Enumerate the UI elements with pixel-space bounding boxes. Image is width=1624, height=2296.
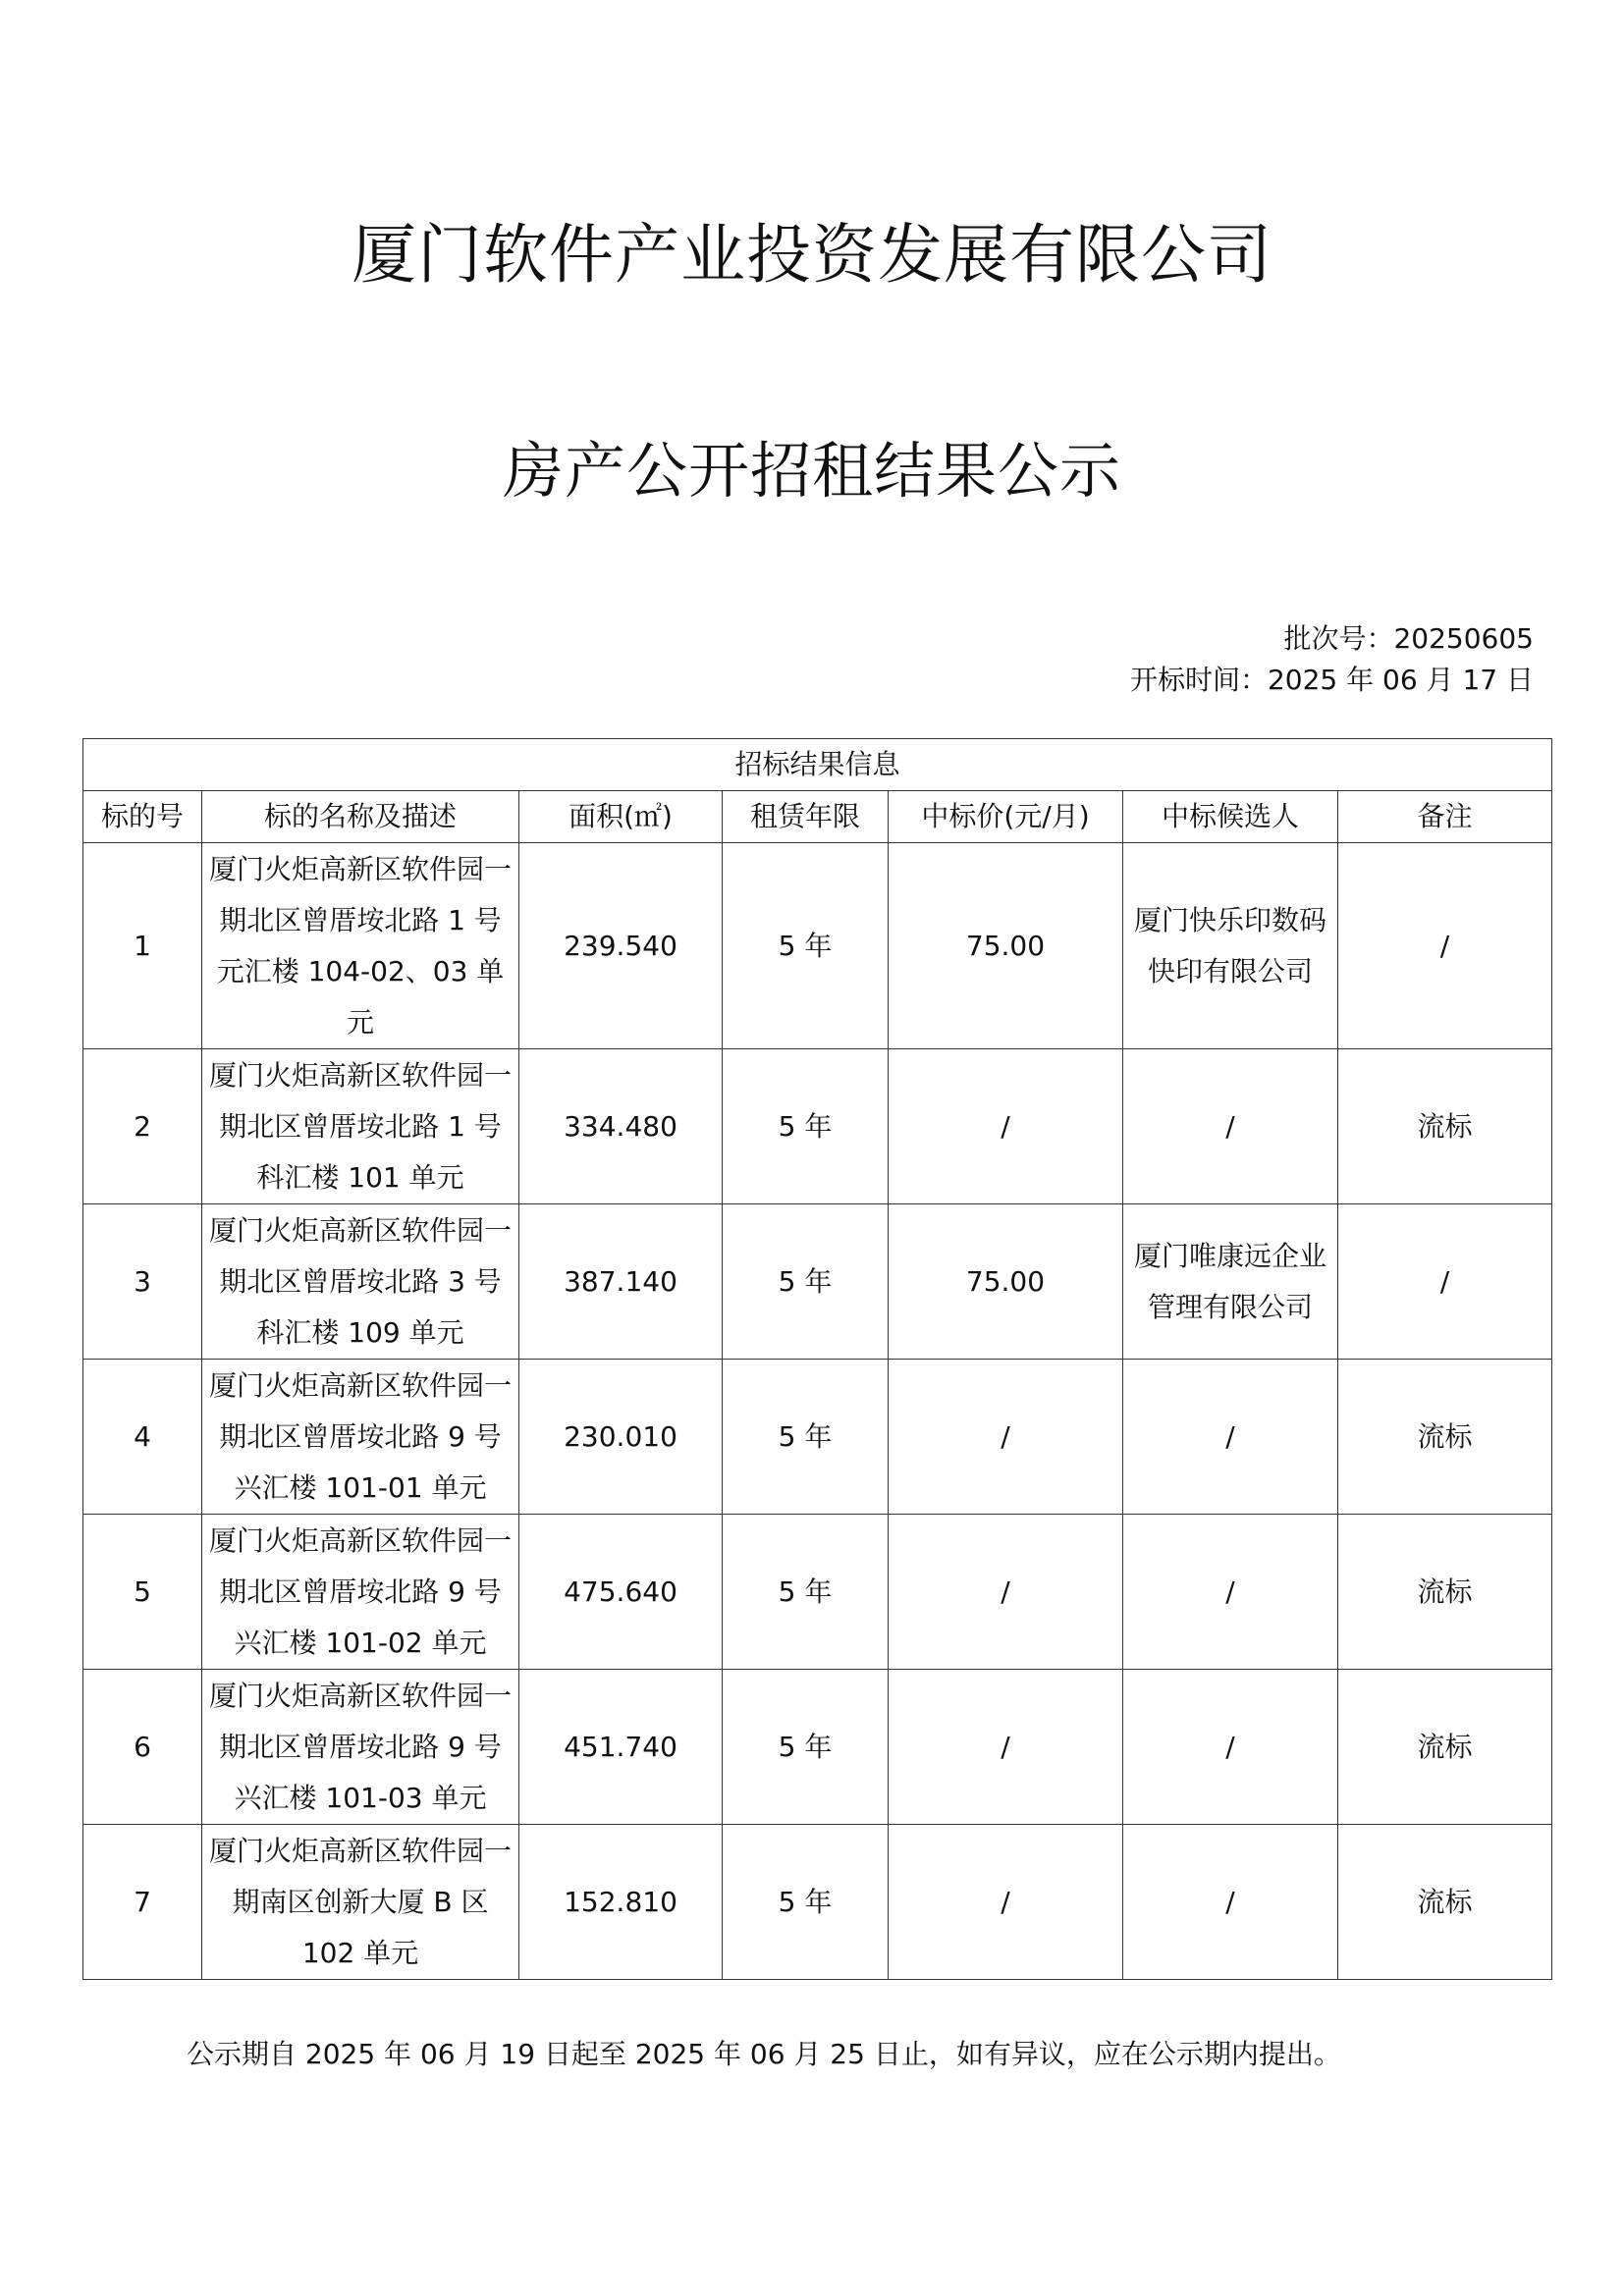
lot-candidate: / [1123,1360,1338,1515]
table-header-row [83,791,1552,843]
bid-opening-time: 开标时间：2025 年 06 月 17 日 [1129,664,1534,696]
lot-candidate: / [1123,1049,1338,1204]
lot-description: 厦门火炬高新区软件园一期北区曾厝垵北路 9 号兴汇楼 101-01 单元 [202,1360,519,1515]
lot-term: 5 年 [723,1670,889,1825]
lot-area: 387.140 [519,1204,723,1360]
lot-note: / [1338,1204,1552,1360]
lot-description: 厦门火炬高新区软件园一期北区曾厝垵北路 1 号元汇楼 104-02、03 单元 [202,843,519,1049]
lot-note: 流标 [1338,1515,1552,1670]
lot-term: 5 年 [723,843,889,1049]
lot-term: 5 年 [723,1515,889,1670]
company-title: 厦门软件产业投资发展有限公司 [352,217,1272,293]
lot-price: / [889,1670,1123,1825]
lot-no: 6 [83,1670,202,1825]
lot-term: 5 年 [723,1204,889,1360]
lot-price: 75.00 [889,1204,1123,1360]
lot-no: 1 [83,843,202,1049]
lot-term: 5 年 [723,1360,889,1515]
lot-no: 2 [83,1049,202,1204]
results-table [82,738,1552,1980]
header-note: 备注 [1338,791,1552,843]
lot-candidate: / [1123,1670,1338,1825]
lot-description: 厦门火炬高新区软件园一期北区曾厝垵北路 1 号科汇楼 101 单元 [202,1049,519,1204]
lot-candidate: / [1123,1515,1338,1670]
lot-term: 5 年 [723,1825,889,1980]
lot-candidate: 厦门快乐印数码快印有限公司 [1123,843,1338,1049]
lot-price: 75.00 [889,843,1123,1049]
header-description: 标的名称及描述 [202,791,519,843]
table-row [83,1670,1552,1825]
lot-price: / [889,1825,1123,1980]
header-candidate: 中标候选人 [1123,791,1338,843]
batch-number: 批次号：20250605 [1283,622,1534,655]
header-winning-price: 中标价(元/月) [889,791,1123,843]
table-row [83,1204,1552,1360]
lot-description: 厦门火炬高新区软件园一期南区创新大厦 B 区 102 单元 [202,1825,519,1980]
lot-area: 230.010 [519,1360,723,1515]
lot-price: / [889,1515,1123,1670]
table-row [83,1360,1552,1515]
lot-note: 流标 [1338,1360,1552,1515]
lot-no: 3 [83,1204,202,1360]
lot-price: / [889,1049,1123,1204]
lot-area: 451.740 [519,1670,723,1825]
lot-no: 5 [83,1515,202,1670]
header-lot-no: 标的号 [83,791,202,843]
document-title: 房产公开招租结果公示 [502,435,1121,507]
lot-no: 4 [83,1360,202,1515]
table-caption: 招标结果信息 [83,739,1552,791]
lot-note: 流标 [1338,1049,1552,1204]
table-row [83,843,1552,1049]
table-row [83,1515,1552,1670]
lot-note: 流标 [1338,1825,1552,1980]
lot-term: 5 年 [723,1049,889,1204]
lot-area: 239.540 [519,843,723,1049]
lot-description: 厦门火炬高新区软件园一期北区曾厝垵北路 9 号兴汇楼 101-03 单元 [202,1670,519,1825]
table-row [83,1825,1552,1980]
header-area: 面积(㎡) [519,791,723,843]
lot-price: / [889,1360,1123,1515]
lot-candidate: / [1123,1825,1338,1980]
lot-area: 475.640 [519,1515,723,1670]
table-row [83,1049,1552,1204]
lot-description: 厦门火炬高新区软件园一期北区曾厝垵北路 3 号科汇楼 109 单元 [202,1204,519,1360]
lot-description: 厦门火炬高新区软件园一期北区曾厝垵北路 9 号兴汇楼 101-02 单元 [202,1515,519,1670]
lot-candidate: 厦门唯康远企业管理有限公司 [1123,1204,1338,1360]
publicity-period-note: 公示期自 2025 年 06 月 19 日起至 2025 年 06 月 25 日止，如有异议，应在公示期内提出。 [187,2038,1341,2070]
lot-area: 334.480 [519,1049,723,1204]
lot-no: 7 [83,1825,202,1980]
lot-area: 152.810 [519,1825,723,1980]
header-lease-term: 租赁年限 [723,791,889,843]
lot-note: 流标 [1338,1670,1552,1825]
lot-note: / [1338,843,1552,1049]
